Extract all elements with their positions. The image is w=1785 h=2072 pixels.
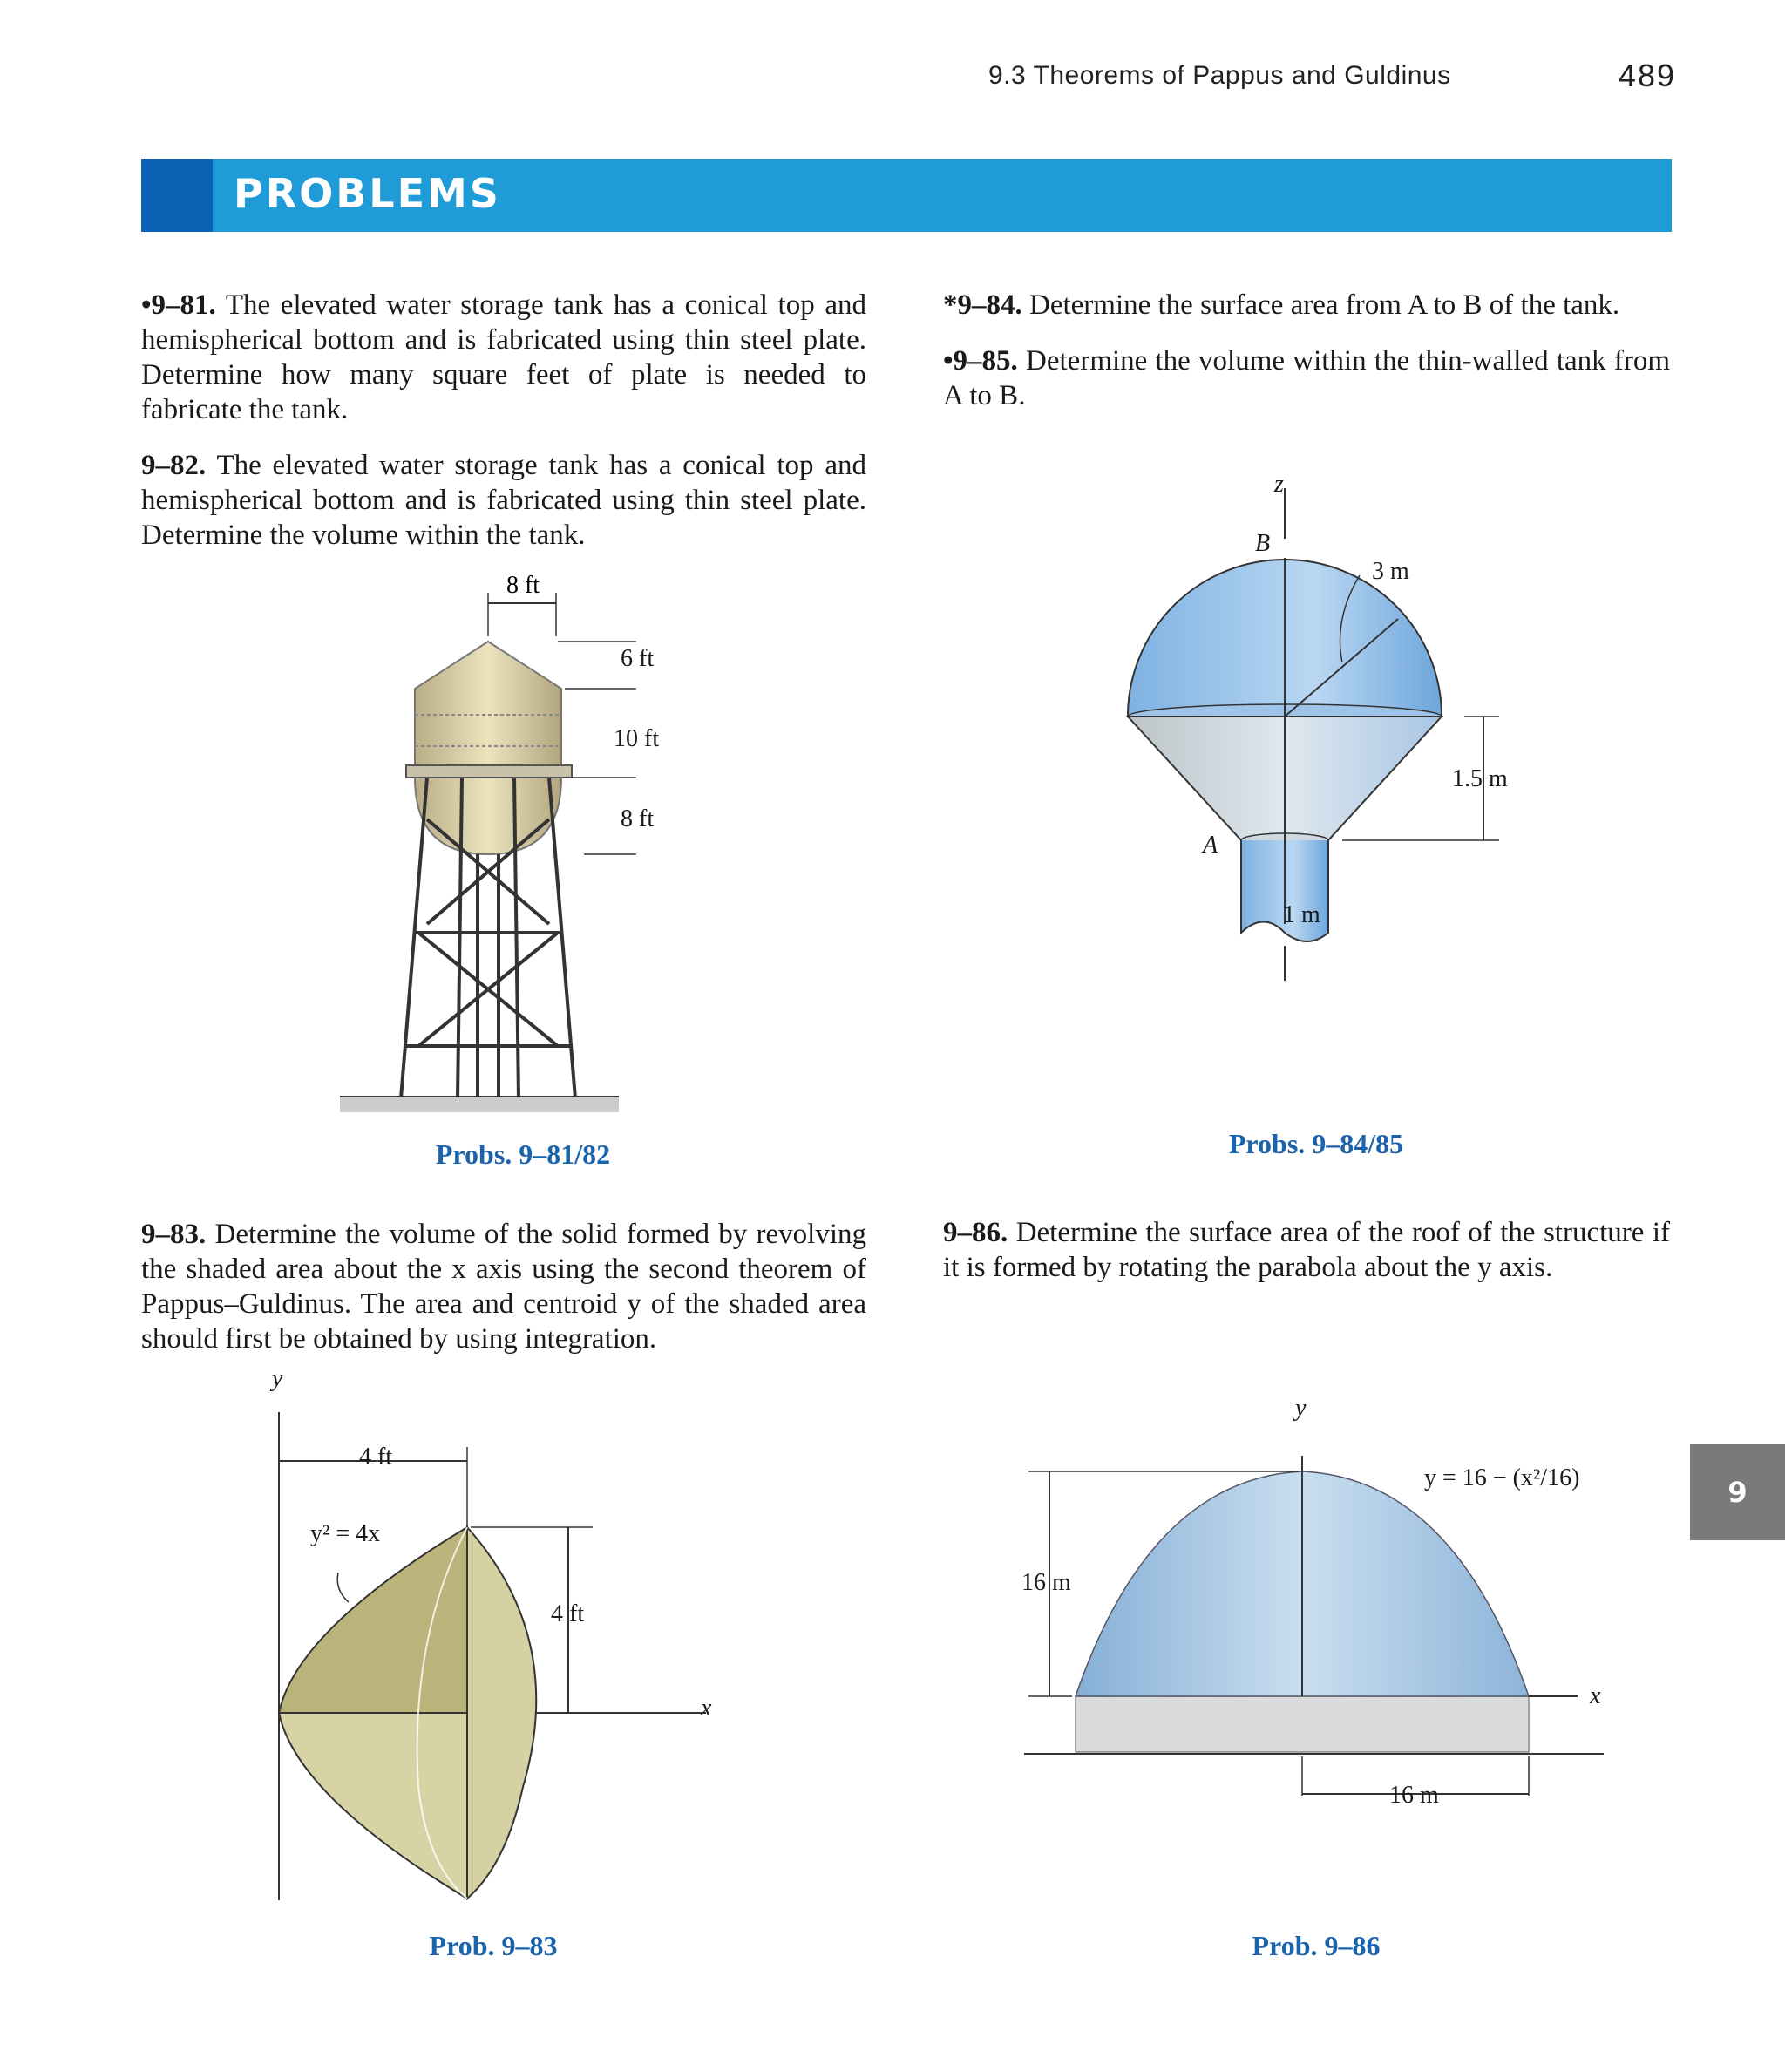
water-tank-figure [322,558,636,1133]
axis-label-z: z [1274,471,1284,498]
dim-label-height: 16 m [1021,1569,1071,1596]
curve-equation-label: y² = 4x [310,1520,381,1547]
solid-revolution-figure [261,1377,732,1918]
problem-9-81 [141,288,866,427]
point-label-a: A [1203,832,1218,859]
problem-number: *9–84. [943,289,1022,321]
chapter-thumb-tab: 9 [1690,1444,1785,1540]
dim-label-cylinder: 10 ft [614,725,660,752]
problem-number: 9–82. [141,450,207,481]
page-number: 489 [1618,58,1676,93]
banner-accent-block [141,159,213,232]
problem-9-86 [943,1215,1670,1285]
figure-caption-balloon: Probs. 9–84/85 [1228,1128,1404,1159]
axis-label-y: y [272,1365,283,1392]
dim-label-cone: 6 ft [621,645,655,672]
axis-label-x: x [1590,1682,1601,1709]
problem-9-82 [141,448,866,553]
problem-text: The elevated water storage tank has a conical top and hemispherical bottom and is fabricated using thin steel plate. Determine the volume within the tank. [141,450,866,551]
problem-text: Determine the surface area from A to B of the tank. [1029,289,1620,321]
problem-number: •9–81. [141,289,216,321]
problem-text: Determine the surface area of the roof of the structure if it is formed by rotating the parabola about the y axis. [943,1217,1670,1283]
dim-label-width: 8 ft [506,572,540,599]
dim-label-hemisphere: 8 ft [621,805,655,832]
banner-title: PROBLEMS [234,170,501,217]
problem-9-83 [141,1217,866,1356]
dim-label-radius: 16 m [1389,1782,1439,1809]
figure-caption-tank: Probs. 9–81/82 [435,1138,611,1170]
problem-text: Determine the volume within the thin-walled tank from A to B. [943,345,1670,411]
problem-number: 9–86. [943,1217,1008,1248]
dim-label-neck: 1 m [1283,901,1320,928]
figure-caption-dome: Prob. 9–86 [1252,1930,1381,1961]
problem-number: 9–83. [141,1219,207,1250]
dim-label-height: 4 ft [551,1600,585,1627]
figure-caption-solid: Prob. 9–83 [429,1930,558,1961]
problem-9-85 [943,343,1670,413]
dim-label-radius: 3 m [1372,558,1409,585]
dim-label-width: 4 ft [359,1444,393,1471]
parabola-equation-label: y = 16 − (x²/16) [1424,1464,1580,1491]
dim-label-height: 1.5 m [1452,765,1508,792]
point-label-b: B [1255,530,1271,557]
problem-9-84 [943,288,1670,323]
problem-text: Determine the volume of the solid formed by revolving the shaded area about the x axis using the second theorem of Pappus–Guldinus. The area and centroid y of the shaded area should first be obtained by using integration. [141,1219,867,1355]
problem-number: •9–85. [943,345,1018,377]
problem-text: The elevated water storage tank has a conical top and hemispherical bottom and is fabricated using thin steel plate. Determine how many square feet of plate is needed to fabricate the tank. [141,289,866,425]
balloon-tank-figure [1116,471,1534,994]
axis-label-x: x [701,1695,712,1722]
running-head: 9.3 Theorems of Pappus and Guldinus [988,61,1451,90]
axis-label-y: y [1295,1395,1307,1422]
